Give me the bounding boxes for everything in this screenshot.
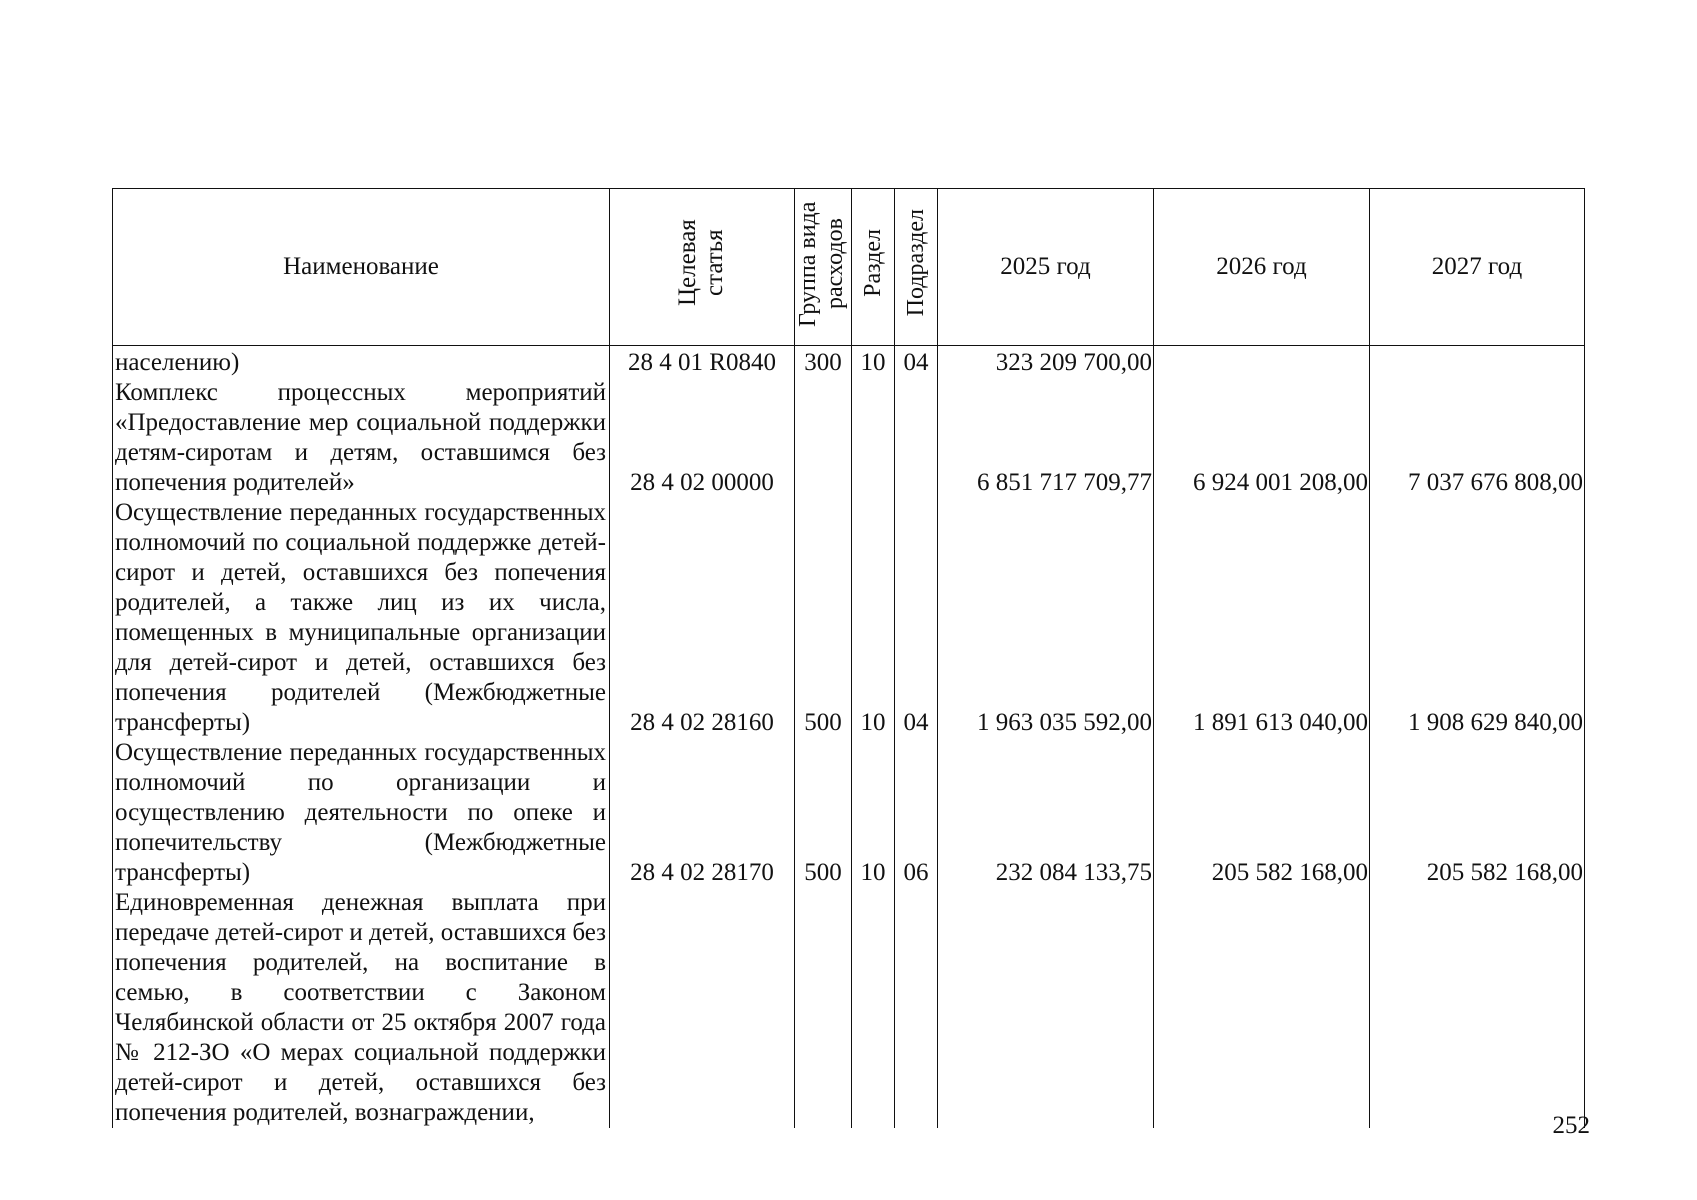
row-expense-group: 500 <box>795 738 852 888</box>
row-name: Единовременная денежная выплата при передаче детей-сирот и детей, оставшихся без попечения родителей, на воспитание в семью, в соответствии с Законом Челябинской области от 25 октября 2007 года № 212-ЗО «О мерах социальной поддержки детей-сирот и детей, оставшихся без попечения родителей, вознаграждении, <box>113 888 610 1128</box>
row-section <box>852 378 895 498</box>
row-subsection: 04 <box>895 498 938 738</box>
header-expense-group <box>795 189 852 346</box>
header-subsection-label: Подраздел <box>902 209 929 317</box>
header-expense-group-label: Группа вида расходов <box>795 201 848 327</box>
budget-table <box>112 188 1585 1128</box>
table-row <box>113 498 1585 738</box>
table-row <box>113 738 1585 888</box>
row-expense-group <box>795 888 852 1128</box>
table-row <box>113 378 1585 498</box>
row-subsection <box>895 888 938 1128</box>
header-2025 <box>938 189 1154 346</box>
table-row <box>113 346 1585 379</box>
row-2027: 1 908 629 840,00 <box>1370 498 1585 738</box>
row-expense-group: 300 <box>795 346 852 379</box>
row-2025: 6 851 717 709,77 <box>938 378 1154 498</box>
header-name <box>113 189 610 346</box>
page-number: 252 <box>1552 1112 1590 1139</box>
row-section: 10 <box>852 498 895 738</box>
row-name: Осуществление переданных государственных полномочий по организации и осуществлению деятельности по опеке и попечительству (Межбюджетные трансферты) <box>113 738 610 888</box>
row-target-article <box>610 888 795 1128</box>
header-subsection <box>895 189 938 346</box>
row-target-article: 28 4 02 28170 <box>610 738 795 888</box>
row-name: населению) <box>113 346 610 379</box>
header-target-article <box>610 189 795 346</box>
row-section <box>852 888 895 1128</box>
row-section: 10 <box>852 738 895 888</box>
table-row <box>113 888 1585 1128</box>
row-expense-group <box>795 378 852 498</box>
row-2026: 205 582 168,00 <box>1154 738 1370 888</box>
header-2027-label: 2027 год <box>1431 253 1523 280</box>
row-name: Осуществление переданных государственных полномочий по социальной поддержке детей-сирот и детей, оставшихся без попечения родителей, а также лиц из их числа, помещенных в муниципальные организации для детей-сирот и детей, оставшихся без попечения родителей (Межбюджетные трансферты) <box>113 498 610 738</box>
row-2025: 323 209 700,00 <box>938 346 1154 379</box>
row-2026: 6 924 001 208,00 <box>1154 378 1370 498</box>
row-target-article: 28 4 02 00000 <box>610 378 795 498</box>
header-2025-label: 2025 год <box>1000 253 1091 280</box>
header-name-label: Наименование <box>283 253 439 280</box>
row-subsection <box>895 378 938 498</box>
row-2027: 205 582 168,00 <box>1370 738 1585 888</box>
header-target-article-label: Целевая статья <box>674 219 728 307</box>
row-2025: 1 963 035 592,00 <box>938 498 1154 738</box>
row-section: 10 <box>852 346 895 379</box>
row-name: Комплекс процессных мероприятий «Предоставление мер социальной поддержки детям-сиротам и детям, оставшимся без попечения родителей» <box>113 378 610 498</box>
row-2025 <box>938 888 1154 1128</box>
row-2027 <box>1370 888 1585 1128</box>
row-target-article: 28 4 02 28160 <box>610 498 795 738</box>
row-2025: 232 084 133,75 <box>938 738 1154 888</box>
row-2026 <box>1154 888 1370 1128</box>
row-expense-group: 500 <box>795 498 852 738</box>
header-2026-label: 2026 год <box>1216 253 1307 280</box>
header-section-label: Раздел <box>859 229 886 297</box>
row-2026 <box>1154 346 1370 379</box>
row-2027 <box>1370 346 1585 379</box>
row-2027: 7 037 676 808,00 <box>1370 378 1585 498</box>
row-subsection: 04 <box>895 346 938 379</box>
header-2027 <box>1370 189 1585 346</box>
header-section <box>852 189 895 346</box>
row-target-article: 28 4 01 R0840 <box>610 346 795 379</box>
row-2026: 1 891 613 040,00 <box>1154 498 1370 738</box>
header-2026 <box>1154 189 1370 346</box>
table-header-row <box>113 189 1585 346</box>
row-subsection: 06 <box>895 738 938 888</box>
